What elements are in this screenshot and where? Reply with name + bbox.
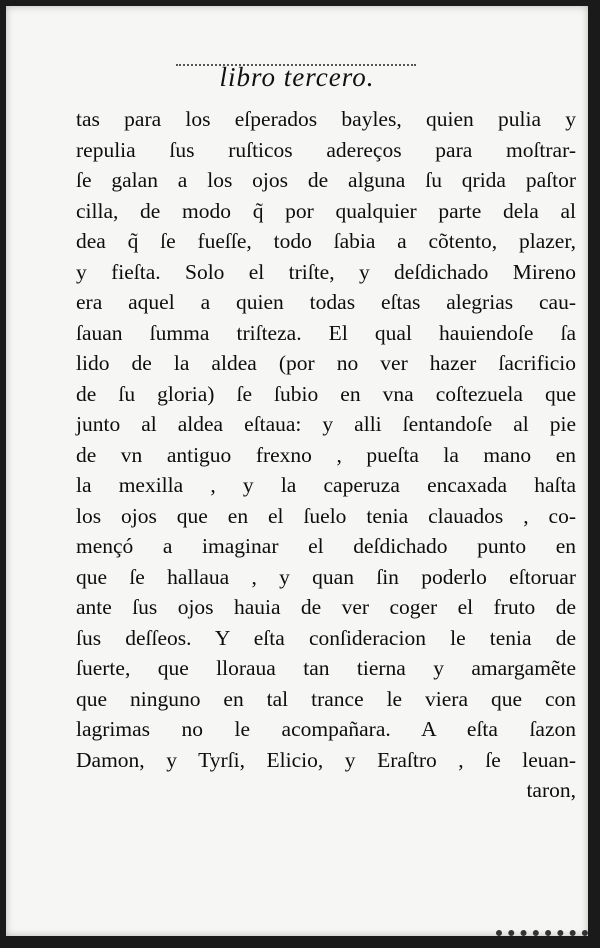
running-header: libro tercero. — [219, 62, 375, 92]
text-line: taron, — [526, 778, 576, 802]
text-line: que ninguno en tal trance le viera que con — [76, 686, 576, 711]
book-page — [6, 6, 588, 936]
text-line: cilla, de modo q̃ por qualquier parte dela al — [76, 198, 576, 223]
text-line: dea q̃ ſe fueſſe, todo ſabia a cõtento, plazer, — [76, 229, 576, 253]
text-line: los ojos que en el ſuelo tenia clauados , co- — [76, 503, 576, 528]
text-line: repulia ſus ruſticos adereços para moſtrar- — [76, 137, 576, 162]
text-line: ſauan ſumma triſteza. El qual hauiendoſe ſa — [76, 320, 576, 345]
text-line: que ſe hallaua , y quan ſin poderlo eſtoruar — [76, 564, 576, 589]
text-line: ſuerte, que lloraua tan tierna y amargamẽte — [76, 656, 576, 680]
text-line: ante ſus ojos hauia de ver coger el fruto de — [76, 595, 576, 619]
body-text — [76, 104, 576, 806]
text-line: junto al aldea eſtaua: y alli ſentandoſe al pie — [76, 412, 576, 436]
page-bottom-edge — [496, 922, 588, 936]
text-line: mençó a imaginar el deſdichado punto en — [76, 534, 576, 558]
text-line: y fieſta. Solo el triſte, y deſdichado Mireno — [76, 259, 576, 284]
text-line: ſe galan a los ojos de alguna ſu qrida paſtor — [76, 168, 576, 192]
text-line: ſus deſſeos. Y eſta conſideracion le tenia de — [76, 625, 576, 650]
text-line: era aquel a quien todas eſtas alegrias cau- — [76, 290, 576, 314]
text-line: lido de la aldea (por no ver hazer ſacrificio — [76, 351, 576, 375]
text-line: de vn antiguo frexno , pueſta la mano en — [76, 442, 576, 467]
text-line: la mexilla , y la caperuza encaxada haſta — [76, 473, 576, 497]
text-line: tas para los eſperados bayles, quien pulia y — [76, 107, 576, 131]
text-line: lagrimas no le acompañara. A eſta ſazon — [76, 717, 576, 741]
text-line: de ſu gloria) ſe ſubio en vna coſtezuela que — [76, 381, 576, 406]
text-line: Damon, y Tyrſi, Elicio, y Eraſtro , ſe leuan- — [76, 747, 576, 772]
